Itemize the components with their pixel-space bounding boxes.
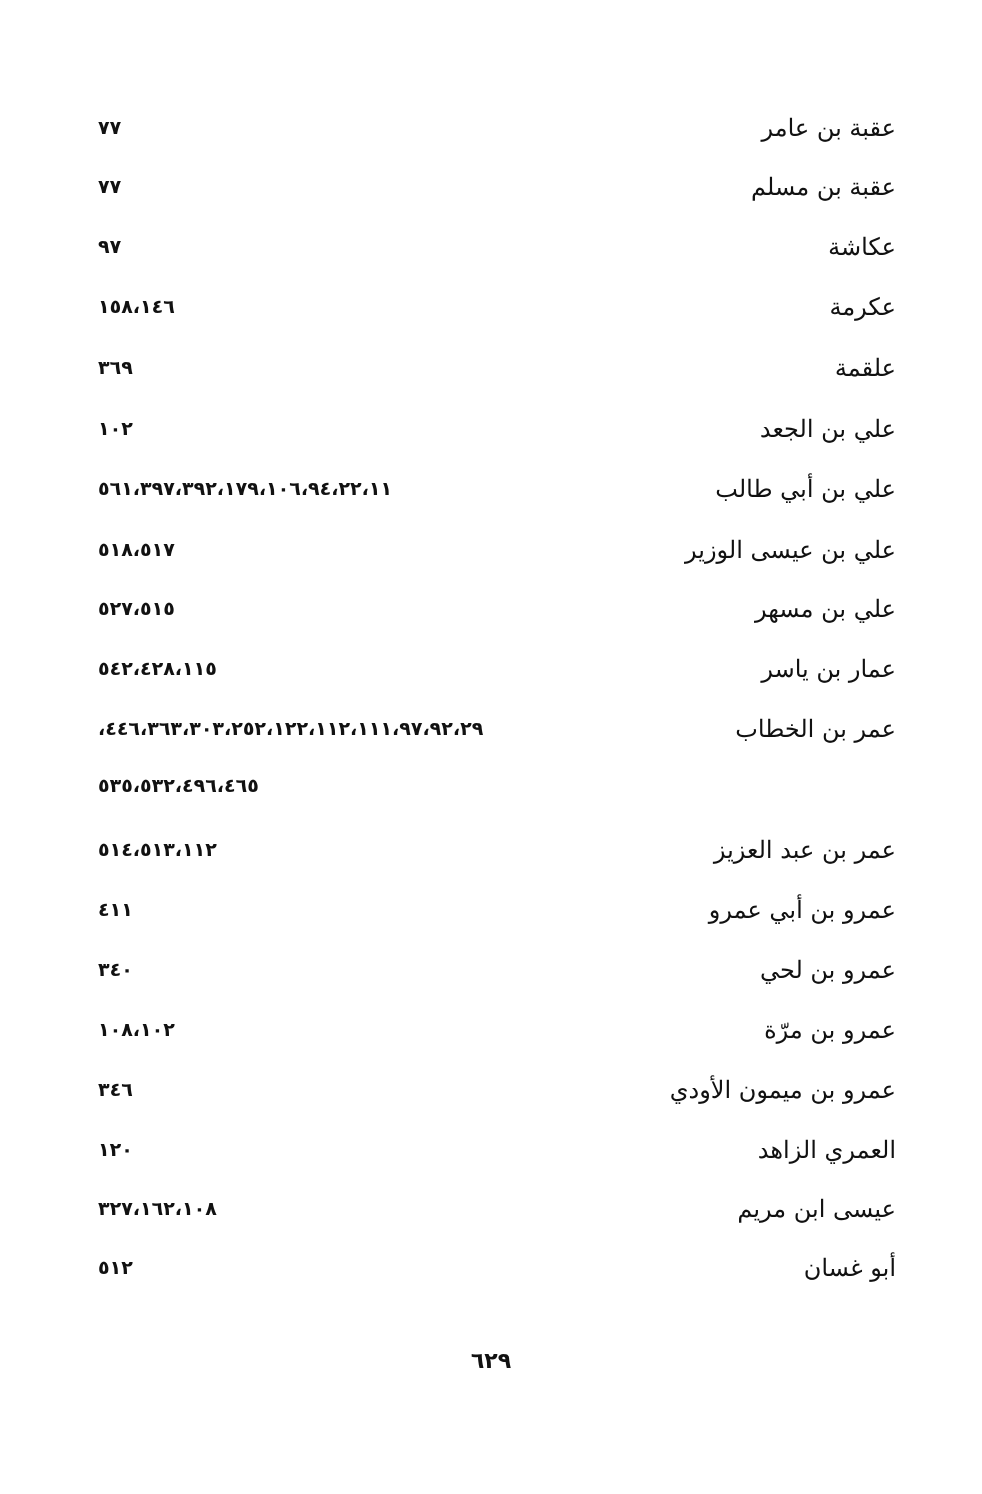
index-entry xyxy=(0,530,982,570)
index-entry xyxy=(0,227,982,267)
index-entry xyxy=(0,589,982,629)
page-number: ٦٢٩ xyxy=(470,1349,512,1374)
entry-pages: ٥١٨،٥١٧ xyxy=(98,539,175,561)
index-entry xyxy=(0,950,982,990)
entry-name: عكاشة xyxy=(828,233,896,261)
entry-pages: ٥١٢ xyxy=(98,1257,133,1279)
entry-pages: ٣٢٧،١٦٢،١٠٨ xyxy=(98,1198,217,1220)
entry-name: عمرو بن أبي عمرو xyxy=(708,896,896,924)
index-entry xyxy=(0,409,982,449)
entry-name: عمرو بن لحي xyxy=(759,956,896,984)
index-entry xyxy=(0,709,982,749)
entry-pages: ٥١٤،٥١٣،١١٢ xyxy=(98,839,217,861)
entry-pages: ٤١١ xyxy=(98,899,133,921)
entry-pages: ،٤٤٦،٣٦٣،٣٠٣،٢٥٢،١٢٢،١١٢،١١١،٩٧،٩٢،٢٩ xyxy=(98,718,484,740)
entry-name: العمري الزاهد xyxy=(757,1136,896,1164)
index-entry xyxy=(0,1189,982,1229)
index-entry xyxy=(0,1010,982,1050)
entry-name: عمار بن ياسر xyxy=(761,655,896,683)
entry-pages: ٩٧ xyxy=(98,236,122,258)
entry-pages: ١٠٢ xyxy=(98,418,133,440)
entry-name: عقبة بن مسلم xyxy=(751,173,896,201)
entry-pages: ٣٦٩ xyxy=(98,357,133,379)
entry-name: عمرو بن ميمون الأودي xyxy=(669,1076,896,1104)
entry-pages: ٧٧ xyxy=(98,117,122,139)
entry-name: علقمة xyxy=(834,354,896,382)
index-entry xyxy=(0,649,982,689)
index-entry xyxy=(0,1130,982,1170)
entry-name: عيسى ابن مريم xyxy=(737,1195,896,1223)
index-entry xyxy=(0,890,982,930)
entry-pages: ٥٦١،٣٩٧،٣٩٢،١٧٩،١٠٦،٩٤،٢٢،١١ xyxy=(98,478,393,500)
entry-name: أبو غسان xyxy=(803,1254,896,1282)
index-entry xyxy=(0,469,982,509)
index-entry-continuation xyxy=(0,766,982,806)
index-entry xyxy=(0,287,982,327)
entry-name: عقبة بن عامر xyxy=(761,114,896,142)
entry-pages: ١٠٨،١٠٢ xyxy=(98,1019,175,1041)
index-entry xyxy=(0,167,982,207)
index-entry xyxy=(0,348,982,388)
entry-name: عمر بن عبد العزيز xyxy=(713,836,896,864)
entry-name: عمر بن الخطاب xyxy=(735,715,896,743)
entry-name: عمرو بن مرّة xyxy=(764,1016,896,1044)
entry-name: علي بن عيسى الوزير xyxy=(685,536,896,564)
entry-name: عكرمة xyxy=(829,293,896,321)
index-entry xyxy=(0,108,982,148)
entry-name: علي بن مسهر xyxy=(754,595,896,623)
entry-pages: ٥٤٢،٤٢٨،١١٥ xyxy=(98,658,217,680)
entry-pages: ١٢٠ xyxy=(98,1139,133,1161)
entry-pages: ٥٢٧،٥١٥ xyxy=(98,598,175,620)
index-entry xyxy=(0,1070,982,1110)
entry-pages: ٣٤٦ xyxy=(98,1079,133,1101)
index-entry xyxy=(0,1248,982,1288)
entry-pages: ٧٧ xyxy=(98,176,122,198)
entry-pages: ١٥٨،١٤٦ xyxy=(98,296,175,318)
entry-pages: ٣٤٠ xyxy=(98,959,133,981)
entry-pages: ٥٣٥،٥٣٢،٤٩٦،٤٦٥ xyxy=(98,775,259,797)
index-entry xyxy=(0,830,982,870)
entry-name: علي بن أبي طالب xyxy=(715,475,896,503)
entry-name: علي بن الجعد xyxy=(759,415,896,443)
